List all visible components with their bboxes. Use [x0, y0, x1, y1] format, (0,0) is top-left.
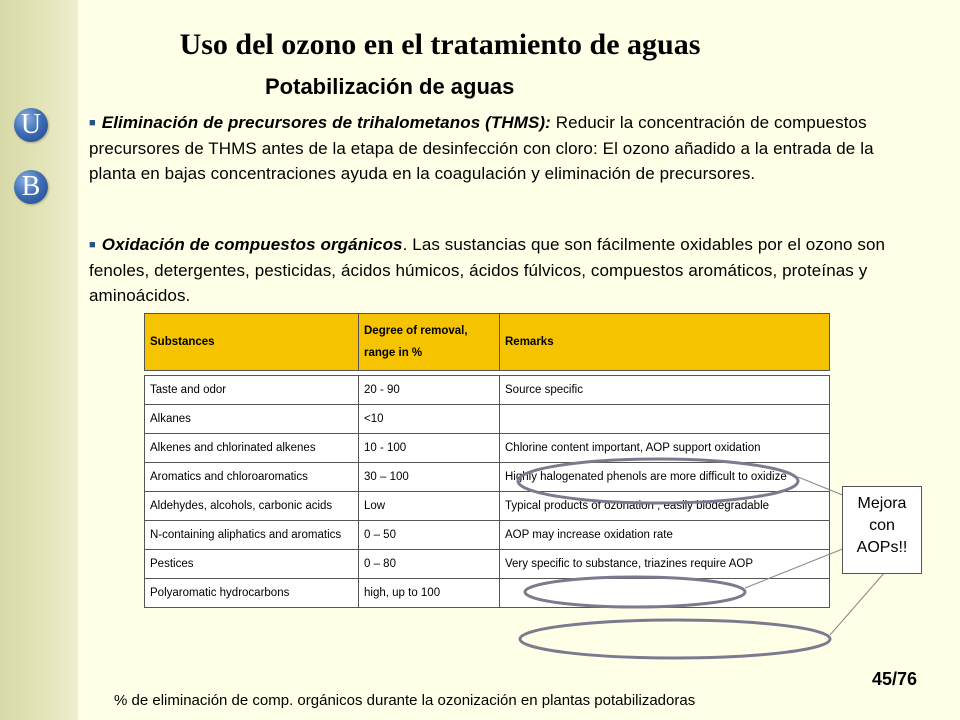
callout-pointer-line: [830, 572, 885, 635]
header-remarks: Remarks: [500, 314, 830, 371]
callout-pointer-line: [798, 477, 845, 496]
highlight-ellipse-aop-rate: [525, 577, 745, 607]
highlight-ellipse-halogenated: [518, 459, 798, 503]
cell-removal: <10: [359, 405, 500, 434]
logo-b-icon: B: [14, 170, 48, 204]
cell-removal: Low: [359, 492, 500, 521]
cell-substance: Polyaromatic hydrocarbons: [145, 579, 359, 608]
callout-line: con: [869, 517, 895, 534]
cell-removal: high, up to 100: [359, 579, 500, 608]
cell-substance: N-containing aliphatics and aromatics: [145, 521, 359, 550]
bullet-icon: ■: [89, 117, 96, 129]
cell-remarks: AOP may increase oxidation rate: [500, 521, 830, 550]
cell-substance: Taste and odor: [145, 376, 359, 405]
page-title: Uso del ozono en el tratamiento de aguas: [179, 28, 701, 61]
header-degree-line2: range in %: [364, 347, 423, 359]
table-caption: % de eliminación de comp. orgánicos durante la ozonización en plantas potabilizadoras: [114, 692, 696, 709]
cell-substance: Aromatics and chloroaromatics: [145, 463, 359, 492]
callout-box: [842, 486, 922, 574]
cell-removal: 10 - 100: [359, 434, 500, 463]
cell-substance: Aldehydes, alcohols, carbonic acids: [145, 492, 359, 521]
cell-removal: 0 – 80: [359, 550, 500, 579]
logo-u-icon: U: [14, 108, 48, 142]
cell-remarks: Typical products of ozonation , easily biodegradable: [500, 492, 830, 521]
paragraph-text: Reducir la concentración de compuestos precursores de THMS antes de la etapa de desinfección con cloro: El ozono añadido a la entrada de la planta en bajas concentraciones ayuda en la coagulación y eliminación de precursores.: [89, 113, 874, 183]
cell-remarks: Highly halogenated phenols are more difficult to oxidize: [500, 463, 830, 492]
cell-remarks: Very specific to substance, triazines require AOP: [500, 550, 830, 579]
cell-remarks: Source specific: [500, 376, 830, 405]
cell-removal: 20 - 90: [359, 376, 500, 405]
highlight-ellipse-triazines: [520, 620, 830, 658]
cell-substance: Pestices: [145, 550, 359, 579]
cell-removal: 0 – 50: [359, 521, 500, 550]
bullet-icon: ■: [89, 239, 96, 251]
header-substances: Substances: [145, 314, 359, 371]
paragraph-lead: Eliminación de precursores de trihalometanos (THMS):: [101, 113, 551, 132]
callout-line: Mejora: [857, 495, 907, 512]
paragraph-text: . Las sustancias que son fácilmente oxidables por el ozono son fenoles, detergentes, pesticidas, ácidos húmicos, ácidos fúlvicos, compuestos aromáticos, proteínas y aminoácidos.: [89, 235, 886, 305]
cell-substance: Alkanes: [145, 405, 359, 434]
page-subtitle: Potabilización de aguas: [265, 74, 515, 99]
cell-removal: 30 – 100: [359, 463, 500, 492]
page-number: 45/76: [872, 669, 918, 689]
cell-remarks: Chlorine content important, AOP support oxidation: [500, 434, 830, 463]
header-degree-line1: Degree of removal,: [364, 325, 468, 337]
callout-line: AOPs!!: [856, 539, 908, 556]
callout-pointer-line: [745, 548, 845, 588]
cell-substance: Alkenes and chlorinated alkenes: [145, 434, 359, 463]
paragraph-lead: Oxidación de compuestos orgánicos: [101, 235, 403, 254]
